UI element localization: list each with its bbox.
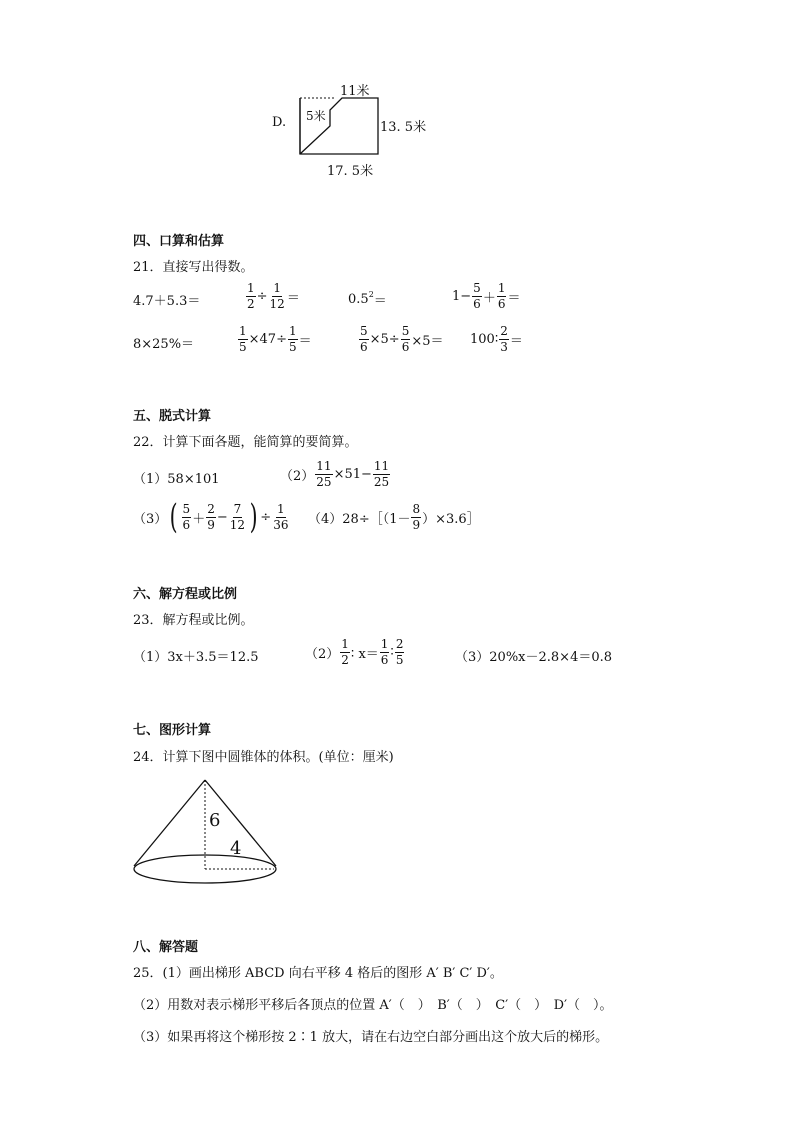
calc-r2-c: $\frac{5}{6}$ ×5÷ $\frac{5}{6}$ ×5＝ [360, 324, 444, 354]
section-7-heading: 七、图形计算 [133, 723, 212, 738]
calc-r1-a: 4.7＋5.3＝ [133, 294, 201, 309]
section-4-heading: 四、口算和估算 [133, 234, 225, 249]
calc-r2-a: 8×25%＝ [133, 337, 195, 352]
section-8-heading: 八、解答题 [133, 940, 199, 955]
q23-text: 23．解方程或比例。 [133, 613, 254, 628]
calc-r1-d: 1− $\frac{5}{6}$ ＋ $\frac{1}{6}$ ＝ [452, 281, 521, 311]
section-6-heading: 六、解方程或比例 [133, 587, 238, 602]
dim-top: 11米 [340, 84, 370, 99]
equation-1: （1）3x＋3.5＝12.5 [133, 650, 259, 665]
equation-2: （2） $\frac{1}{2}$ ∶ x＝ $\frac{1}{6}$ ∶ $\frac{2}{5}$ [305, 637, 404, 667]
calc-r1-c: 0.5 $^2$ ＝ [348, 290, 387, 309]
q24-text: 24．计算下图中圆锥体的体积。(单位：厘米) [133, 750, 394, 765]
cone-radius-label: 4 [230, 838, 242, 859]
q22-text: 22．计算下面各题，能简算的要简算。 [133, 435, 358, 450]
dim-bottom: 17. 5米 [327, 164, 374, 179]
q25-part-1: 25．(1）画出梯形 ABCD 向右平移 4 格后的图形 A′ B′ C′ D′。 [133, 966, 503, 981]
q25-part-3: （3）如果再将这个梯形按 2∶1 放大，请在右边空白部分画出这个放大后的梯形。 [133, 1030, 609, 1045]
calc22-4: （4）28÷［（1－ $\frac{8}{9}$ ）×3.6］ [308, 502, 480, 532]
equation-3: （3）20%x－2.8×4＝0.8 [455, 650, 613, 665]
calc-r2-d: 100∶ $\frac{2}{3}$ ＝ [470, 324, 523, 354]
section-5-heading: 五、脱式计算 [133, 409, 212, 424]
option-d-label: D. [272, 115, 287, 130]
dim-inner: 5米 [306, 109, 326, 123]
cone-figure [128, 776, 288, 888]
calc22-3: （3） ( $\frac{5}{6}$ ＋ $\frac{2}{9}$ − $\frac{7}{12}$ ) ÷ $\frac{1}{36}$ [133, 497, 289, 537]
calc22-2: （2） $\frac{11}{25}$ ×51− $\frac{11}{25}$ [280, 459, 390, 489]
q25-part-2: （2）用数对表示梯形平移后各顶点的位置 A′（ ） B′（ ） C′（ ） D′（ ）。 [133, 998, 613, 1013]
calc-r1-b: $\frac{1}{2}$ ÷ $\frac{1}{12}$ ＝ [247, 281, 300, 311]
calc-r2-b: $\frac{1}{5}$ ×47÷ $\frac{1}{5}$ ＝ [239, 324, 312, 354]
dim-right: 13. 5米 [380, 120, 427, 135]
calc22-1: （1）58×101 [133, 472, 220, 487]
cone-height-label: 6 [209, 810, 221, 831]
q21-text: 21．直接写出得数。 [133, 260, 254, 275]
